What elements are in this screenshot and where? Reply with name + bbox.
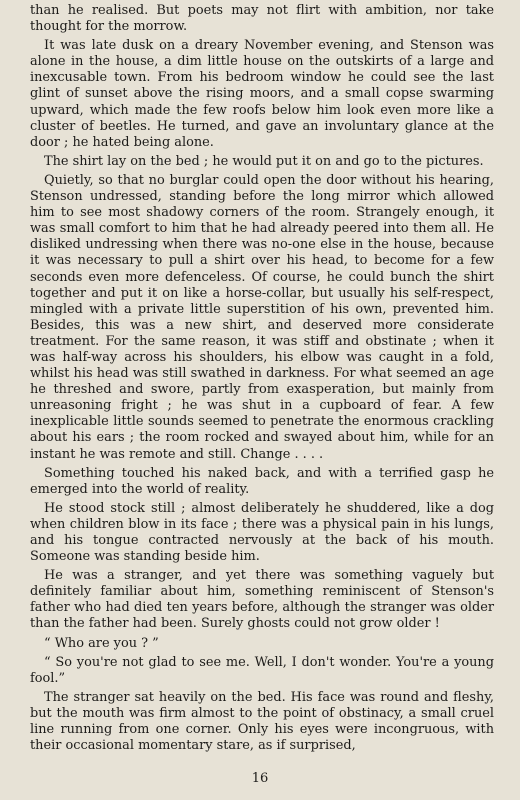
paragraph-continuation: than he realised. But poets may not flirt with ambition, nor take thought for the morrow.	[30, 3, 494, 35]
paragraph-who-are-you: “ Who are you ? ”	[44, 635, 159, 651]
paragraph-stock-still: He stood stock still ; almost deliberately he shuddered, like a dog when children blow in its face ; there was a physical pain in his lungs, and his tongue contracted nervously at the back of his mouth. Someone was standing beside him.	[30, 500, 494, 565]
page-number: 16	[251, 771, 269, 786]
text-body	[30, 3, 494, 754]
paragraph-dusk: It was late dusk on a dreary November evening, and Stenson was alone in the house, a dim little house on the outskirts of a large and inexcusable town. From his bedroom window he could see the last glint of sunset above the rising moors, and a small copse swarming upward, which made the few roofs below him look even more like a cluster of beetles. He turned, and gave an involuntary glance at the door ; he hated being alone.	[30, 38, 494, 150]
paragraph-young-fool: “ So you're not glad to see me. Well, I don't wonder. You're a young fool.”	[30, 654, 494, 686]
paragraph-shirt: The shirt lay on the bed ; he would put it on and go to the pictures.	[44, 153, 484, 169]
paragraph-stranger: He was a stranger, and yet there was something vaguely but definitely familiar about him, something reminiscent of Stenson's father who had died ten years before, although the stranger was older than the father had been. Surely ghosts could not grow older !	[30, 568, 494, 632]
paragraph-touch: Something touched his naked back, and with a terrified gasp he emerged into the world of reality.	[30, 465, 494, 497]
paragraph-undressing: Quietly, so that no burglar could open the door without his hearing, Stenson undressed, standing before the long mirror which allowed him to see most shadowy corners of the room. Strangely enough, it was small comfort to him that he had already peered into them all. He disliked undressing when there was no-one else in the house, because it was necessary to pull a shirt over his head, to become for a few seconds even more defenceless. Of course, he could bunch the shirt together and put it on like a horse-collar, but usually his self-respect, mingled with a private little superstition of his own, prevented him. Besides, this was a new shirt, and deserved more considerate treatment. For the same reason, it was stiff and obstinate ; when it was half-way across his shoulders, his elbow was caught in a fold, whilst his head was still swathed in darkness. For what seemed an age he threshed and swore, partly from exasperation, but mainly from unreasoning fright ; he was shut in a cupboard of fear. A few inexplicable little sounds seemed to penetrate the enormous crackling about his ears ; the room rocked and swayed about him, while for an instant he was remote and still. Change . . . .	[30, 172, 494, 462]
paragraph-sat-on-bed: The stranger sat heavily on the bed. His face was round and fleshy, but the mouth was firm almost to the point of obstinacy, a small cruel line running from one corner. Only his eyes were incongruous, with their occasional momentary stare, as if surprised,	[30, 689, 494, 754]
